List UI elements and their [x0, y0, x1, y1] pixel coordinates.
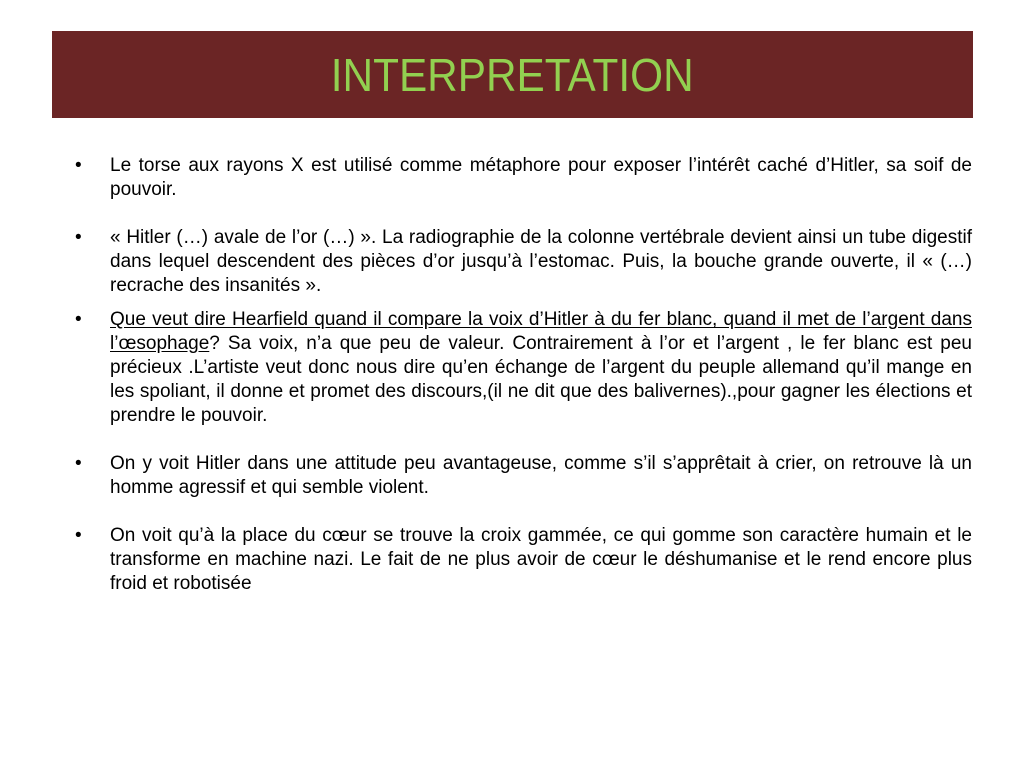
bullet-dot: • [75, 309, 82, 330]
bullet-item-2 [75, 226, 972, 298]
bullet-text: ? Sa voix, n’a que peu de valeur. Contrairement à l’or et l’argent , le fer blanc est peu précieux .L’artiste veut donc nous dire qu’en échange de l’argent du peuple allemand qu’il mange en les spoliant, il donne et promet des discours,(il ne dit que des balivernes).,pour gagner les élections et prendre le pouvoir. [110, 333, 972, 426]
bullet-dot: • [75, 453, 82, 474]
bullet-dot: • [75, 525, 82, 546]
bullet-item-1 [75, 154, 972, 202]
bullet-item-4 [75, 452, 972, 500]
title-bar [52, 31, 973, 118]
bullet-dot: • [75, 227, 82, 248]
bullet-item-5 [75, 524, 972, 596]
slide-title: INTERPRETATION [331, 48, 694, 101]
bullet-question: Que veut dire Hearfield quand il compare la voix d’Hitler à du fer blanc, quand il met de l’argent dans l’œsophage [110, 309, 972, 354]
bullet-text: Le torse aux rayons X est utilisé comme métaphore pour exposer l’intérêt caché d’Hitler, sa soif de pouvoir. [110, 155, 972, 200]
bullet-text: On voit qu’à la place du cœur se trouve la croix gammée, ce qui gomme son caractère humain et le transforme en machine nazi. Le fait de ne plus avoir de cœur le déshumanise et le rend encore plus froid et robotisée [110, 525, 972, 594]
bullet-text: On y voit Hitler dans une attitude peu avantageuse, comme s’il s’apprêtait à crier, on retrouve là un homme agressif et qui semble violent. [110, 453, 972, 498]
bullet-dot: • [75, 155, 82, 176]
bullet-list [75, 154, 972, 596]
bullet-item-3 [75, 308, 972, 428]
bullet-text: « Hitler (…) avale de l’or (…) ». La radiographie de la colonne vertébrale devient ainsi un tube digestif dans lequel descendent des pièces d’or jusqu’à l’estomac. Puis, la bouche grande ouverte, il « (…) recrache des insanités ». [110, 227, 972, 296]
